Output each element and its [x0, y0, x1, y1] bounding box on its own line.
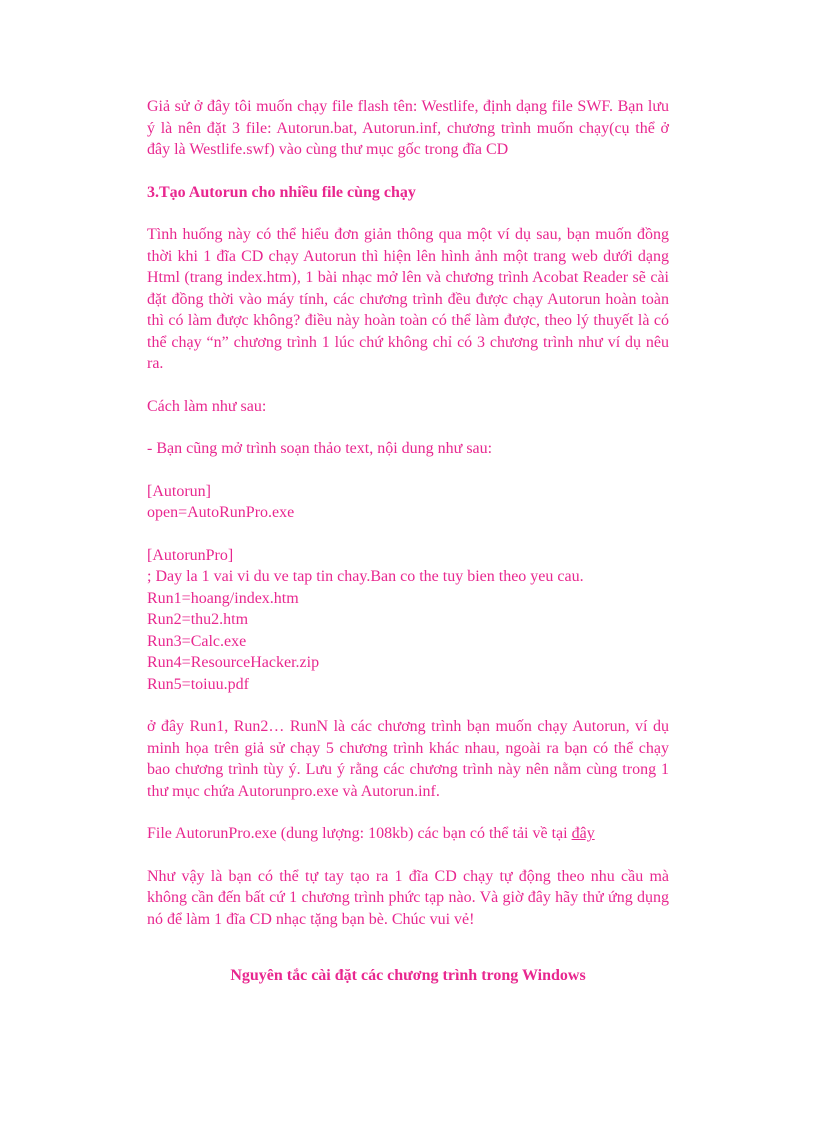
- how-to-label: Cách làm như sau:: [147, 397, 267, 415]
- download-line: [147, 823, 669, 845]
- paragraph-scenario: Tình huống này có thể hiểu đơn giản thông qua một ví dụ sau, bạn muốn đồng thời khi 1 đĩa CD chạy Autorun thì hiện lên hình ảnh một trang web dưới dạng Html (trang index.htm), 1 bài nhạc mở lên và chương trình Acobat Reader sẽ cài đặt đồng thời vào máy tính, các chương trình đều được chạy Autorun hoàn toàn thì có làm được không? điều này hoàn toàn có thể làm được, theo lý thuyết là có thể chạy “n” chương trình 1 lúc chứ không chỉ có 3 chương trình như ví dụ nêu ra.: [147, 226, 669, 372]
- section-heading: 3.Tạo Autorun cho nhiều file cùng chạy: [147, 183, 416, 201]
- next-section-title: Nguyên tắc cài đặt các chương trình trong Windows: [230, 967, 586, 984]
- paragraph-intro: Giả sử ở đây tôi muốn chạy file flash tên: Westlife, định dạng file SWF. Bạn lưu ý là nên đặt 3 file: Autorun.bat, Autorun.inf, chương trình muốn chạy(cụ thể ở đây là Westlife.swf) vào cùng thư mục gốc trong đĩa CD: [147, 98, 669, 158]
- code-line: ; Day la 1 vai vi du ve tap tin chay.Ban co the tuy bien theo yeu cau.: [147, 568, 584, 585]
- code-line: Run3=Calc.exe: [147, 632, 247, 650]
- code-block-autorun: [147, 481, 669, 524]
- document-page: [147, 96, 669, 984]
- paragraph-explanation: ở đây Run1, Run2… RunN là các chương trình bạn muốn chạy Autorun, ví dụ minh họa trên giả sử chạy 5 chương trình khác nhau, ngoài ra bạn có thể chạy bao chương trình tùy ý. Lưu ý rằng các chương trình này nên nằm cùng trong 1 thư mục chứa Autorunpro.exe và Autorun.inf.: [147, 718, 669, 800]
- step-text: - Bạn cũng mở trình soạn thảo text, nội dung như sau:: [147, 440, 493, 457]
- code-line: open=AutoRunPro.exe: [147, 504, 295, 521]
- paragraph-conclusion: Như vậy là bạn có thể tự tay tạo ra 1 đĩa CD chạy tự động theo nhu cầu mà không cần đến bất cứ 1 chương trình phức tạp nào. Và giờ đây hãy thử ứng dụng nó để làm 1 đĩa CD nhạc tặng bạn bè. Chúc vui vẻ!: [147, 867, 669, 928]
- download-text: File AutorunPro.exe (dung lượng: 108kb) các bạn có thể tải về tại: [147, 825, 572, 842]
- code-line: [Autorun]: [147, 482, 211, 500]
- code-line: [AutorunPro]: [147, 546, 234, 564]
- code-line: Run1=hoang/index.htm: [147, 589, 299, 607]
- code-block-autorunpro: [147, 545, 669, 696]
- download-link[interactable]: đây: [571, 825, 595, 842]
- code-line: Run2=thu2.htm: [147, 611, 249, 628]
- code-line: Run5=toiuu.pdf: [147, 675, 249, 693]
- code-line: Run4=ResourceHacker.zip: [147, 654, 320, 671]
